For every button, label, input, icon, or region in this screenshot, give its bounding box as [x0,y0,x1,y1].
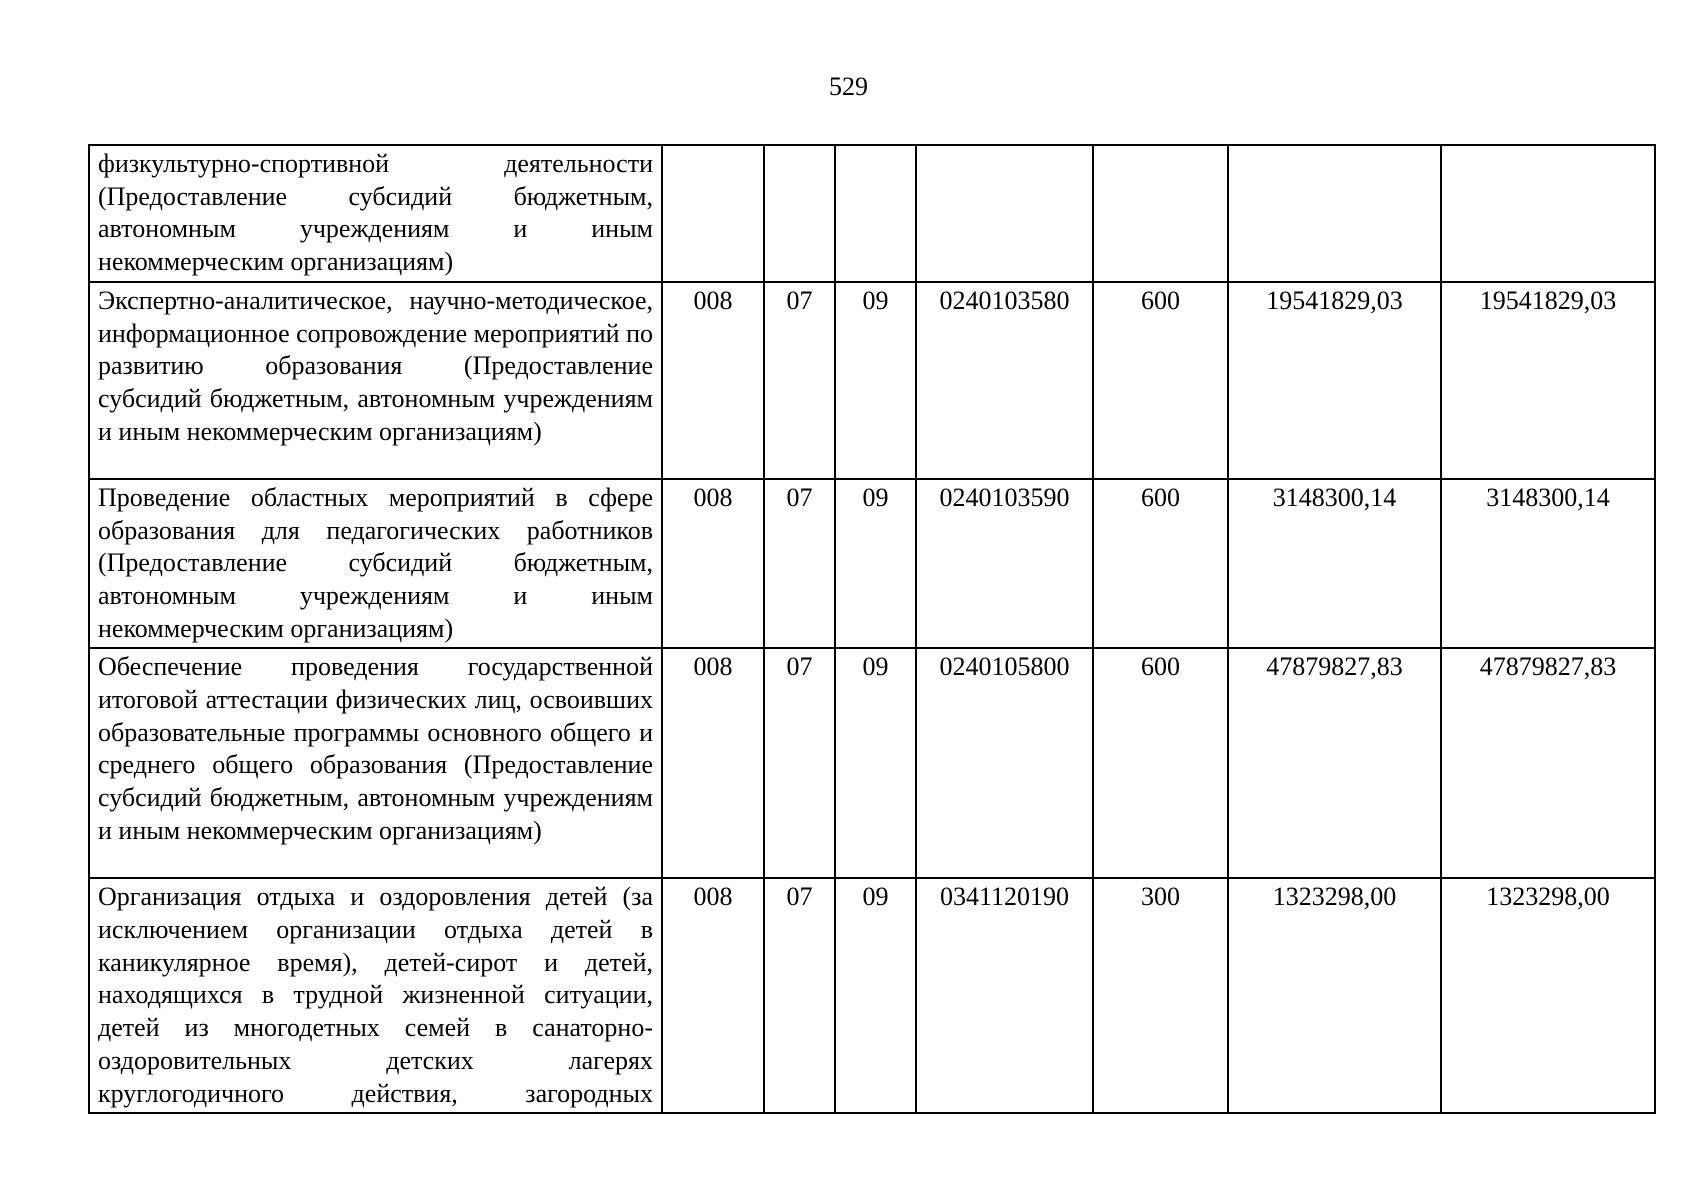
subsection-code-cell: 09 [835,648,916,878]
ministry-code-cell: 008 [662,479,764,649]
amount-cell: 1323298,00 [1228,878,1441,1113]
amount-cell [1441,145,1655,282]
ministry-code-cell: 008 [662,648,764,878]
row-description: физкультурно-спортивной деятельности (Предоставление субсидий бюджетным, автономным учреждениям и иным некоммерческим организациям) [89,145,662,282]
expense-type-cell: 600 [1093,479,1228,649]
section-code-cell: 07 [764,282,835,479]
expense-type-cell: 600 [1093,282,1228,479]
target-article-cell: 0240103580 [916,282,1093,479]
section-code-cell [764,145,835,282]
row-description: Организация отдыха и оздоровления детей (за исключением организации отдыха детей в каникулярное время), детей-сирот и детей, находящихся в трудной жизненной ситуации, детей из многодетных семей в санаторно-оздоровительных детских лагерях круглогодичного действия, загородных [89,878,662,1113]
expense-type-cell: 600 [1093,648,1228,878]
table-row [89,648,1655,878]
target-article-cell: 0240103590 [916,479,1093,649]
row-description: Экспертно-аналитическое, научно-методическое, информационное сопровождение мероприятий по развитию образования (Предоставление субсидий бюджетным, автономным учреждениям и иным некоммерческим организациям) [89,282,662,479]
target-article-cell [916,145,1093,282]
amount-cell: 3148300,14 [1228,479,1441,649]
amount-cell: 3148300,14 [1441,479,1655,649]
amount-cell: 47879827,83 [1441,648,1655,878]
amount-cell: 19541829,03 [1228,282,1441,479]
ministry-code-cell [662,145,764,282]
subsection-code-cell: 09 [835,282,916,479]
table-row [89,878,1655,1113]
amount-cell: 19541829,03 [1441,282,1655,479]
budget-table [88,144,1656,1114]
amount-cell: 47879827,83 [1228,648,1441,878]
section-code-cell: 07 [764,479,835,649]
subsection-code-cell: 09 [835,878,916,1113]
table-row [89,479,1655,649]
row-description: Проведение областных мероприятий в сфере образования для педагогических работников (Предоставление субсидий бюджетным, автономным учреждениям и иным некоммерческим организациям) [89,479,662,649]
expense-type-cell [1093,145,1228,282]
amount-cell [1228,145,1441,282]
ministry-code-cell: 008 [662,282,764,479]
target-article-cell: 0240105800 [916,648,1093,878]
table-row [89,145,1655,282]
row-description: Обеспечение проведения государственной итоговой аттестации физических лиц, освоивших образовательные программы основного общего и среднего общего образования (Предоставление субсидий бюджетным, автономным учреждениям и иным некоммерческим организациям) [89,648,662,878]
amount-cell: 1323298,00 [1441,878,1655,1113]
expense-type-cell: 300 [1093,878,1228,1113]
subsection-code-cell [835,145,916,282]
section-code-cell: 07 [764,648,835,878]
subsection-code-cell: 09 [835,479,916,649]
table-row [89,282,1655,479]
target-article-cell: 0341120190 [916,878,1093,1113]
page-number: 529 [829,72,868,101]
section-code-cell: 07 [764,878,835,1113]
ministry-code-cell: 008 [662,878,764,1113]
